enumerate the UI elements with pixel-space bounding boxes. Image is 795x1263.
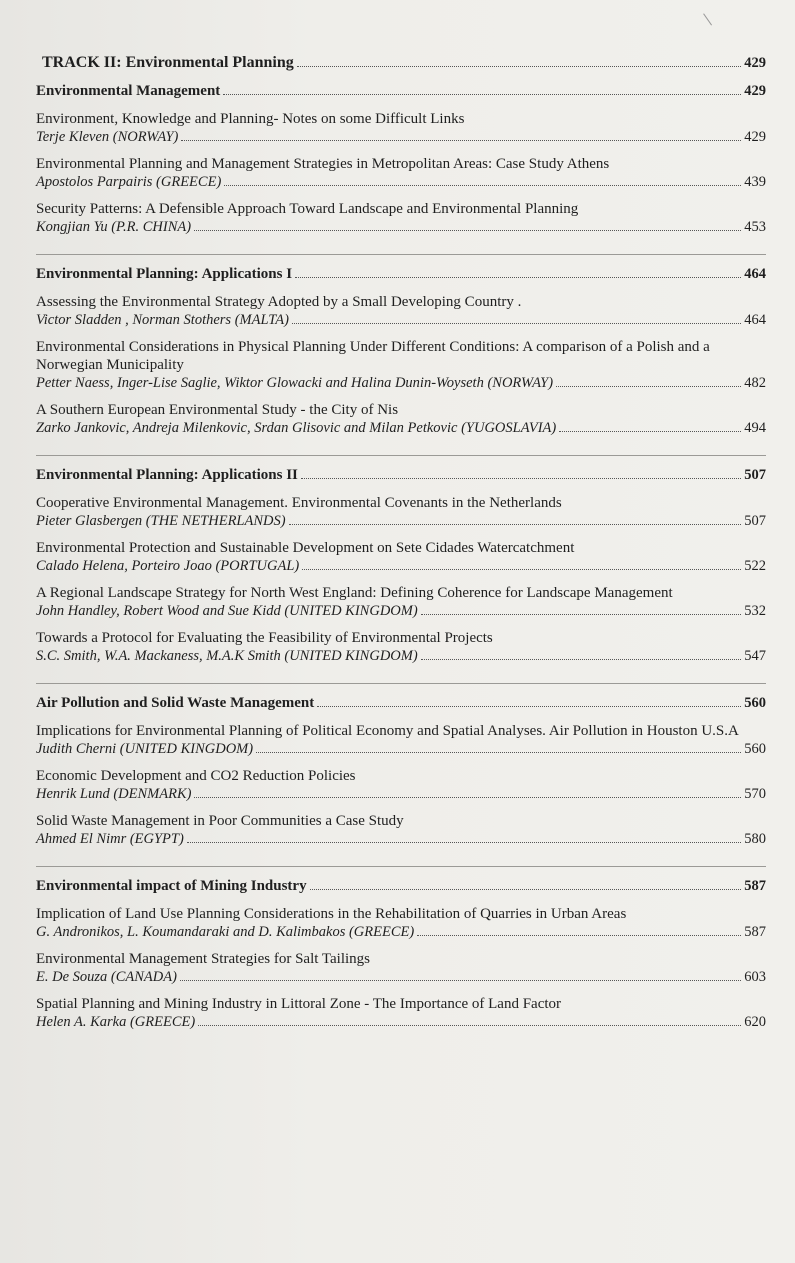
leader-dots — [295, 277, 741, 278]
section-heading[interactable] — [36, 83, 766, 100]
entry-title: Solid Waste Management in Poor Communities a Case Study — [36, 813, 404, 829]
leader-dots — [198, 1025, 741, 1026]
entry-authors: Henrik Lund (DENMARK) — [36, 786, 192, 802]
leader-dots — [297, 66, 742, 67]
entry-page: 560 — [744, 741, 766, 757]
entry-title: Implications for Environmental Planning of Political Economy and Spatial Analyses. Air Pollution in Houston U.S.A — [36, 723, 739, 739]
entry-authors: Calado Helena, Porteiro Joao (PORTUGAL) — [36, 558, 300, 574]
section-title: Environmental Planning: Applications II — [36, 467, 298, 483]
entry-title: Security Patterns: A Defensible Approach Toward Landscape and Environmental Planning — [36, 201, 579, 217]
toc-section — [36, 866, 766, 1049]
entry-page: 570 — [744, 786, 766, 802]
toc-entry[interactable] — [36, 293, 766, 329]
section-title: Environmental impact of Mining Industry — [36, 878, 307, 894]
entry-page: 547 — [744, 648, 766, 664]
entry-page: 507 — [744, 513, 766, 529]
toc-entry[interactable] — [36, 200, 766, 236]
section-page: 560 — [744, 695, 766, 711]
section-title: Air Pollution and Solid Waste Management — [36, 695, 315, 711]
entry-title: Assessing the Environmental Strategy Adopted by a Small Developing Country . — [36, 294, 522, 310]
entry-title: Economic Development and CO2 Reduction Policies — [36, 768, 356, 784]
toc-entry[interactable] — [36, 110, 766, 146]
section-title: Environmental Planning: Applications I — [36, 266, 293, 282]
entry-page: 587 — [744, 924, 766, 940]
leader-dots — [181, 140, 741, 141]
toc-entry[interactable] — [36, 584, 766, 620]
entry-page: 439 — [744, 174, 766, 190]
table-of-contents — [36, 38, 766, 1049]
leader-dots — [256, 752, 741, 753]
entry-title: Environmental Management Strategies for Salt Tailings — [36, 951, 371, 967]
track-page: 429 — [744, 55, 766, 71]
entry-title: Towards a Protocol for Evaluating the Feasibility of Environmental Projects — [36, 630, 493, 646]
entry-title: Environmental Planning and Management Strategies in Metropolitan Areas: Case Study Athens — [36, 156, 610, 172]
leader-dots — [194, 797, 741, 798]
entry-page: 620 — [744, 1014, 766, 1030]
entry-title: A Southern European Environmental Study - the City of Nis — [36, 402, 399, 418]
leader-dots — [223, 94, 741, 95]
entry-authors: Ahmed El Nimr (EGYPT) — [36, 831, 184, 847]
toc-section — [36, 254, 766, 455]
toc-section — [36, 455, 766, 683]
entry-title: Implication of Land Use Planning Considerations in the Rehabilitation of Quarries in Urban Areas — [36, 906, 627, 922]
section-heading[interactable] — [36, 467, 766, 484]
entry-authors: Pieter Glasbergen (THE NETHERLANDS) — [36, 513, 286, 529]
leader-dots — [417, 935, 741, 936]
entry-page: 482 — [744, 375, 766, 391]
entry-page: 494 — [744, 420, 766, 436]
entry-authors: Judith Cherni (UNITED KINGDOM) — [36, 741, 254, 757]
toc-entry[interactable] — [36, 338, 766, 392]
entry-authors: Zarko Jankovic, Andreja Milenkovic, Srdan Glisovic and Milan Petkovic (YUGOSLAVIA) — [36, 420, 557, 436]
leader-dots — [559, 431, 741, 432]
entry-authors: Petter Naess, Inger-Lise Saglie, Wiktor Glowacki and Halina Dunin-Woyseth (NORWAY) — [36, 375, 554, 391]
entry-page: 580 — [744, 831, 766, 847]
entry-authors: Apostolos Parpairis (GREECE) — [36, 174, 222, 190]
section-page: 429 — [744, 83, 766, 99]
entry-authors: E. De Souza (CANADA) — [36, 969, 177, 985]
track-title: TRACK II: Environmental Planning — [42, 54, 294, 71]
entry-page: 522 — [744, 558, 766, 574]
track-heading[interactable] — [36, 38, 766, 72]
section-page: 507 — [744, 467, 766, 483]
entry-title: Cooperative Environmental Management. Environmental Covenants in the Netherlands — [36, 495, 562, 511]
toc-entry[interactable] — [36, 905, 766, 941]
entry-page: 532 — [744, 603, 766, 619]
leader-dots — [421, 659, 742, 660]
entry-authors: Helen A. Karka (GREECE) — [36, 1014, 196, 1030]
toc-entry[interactable] — [36, 950, 766, 986]
leader-dots — [317, 706, 741, 707]
pen-mark — [703, 7, 722, 26]
entry-authors: Kongjian Yu (P.R. CHINA) — [36, 219, 192, 235]
leader-dots — [292, 323, 741, 324]
entry-title: Environment, Knowledge and Planning- Notes on some Difficult Links — [36, 111, 465, 127]
section-heading[interactable] — [36, 266, 766, 283]
toc-entry[interactable] — [36, 812, 766, 848]
leader-dots — [421, 614, 742, 615]
toc-section — [36, 683, 766, 866]
entry-page: 464 — [744, 312, 766, 328]
section-title: Environmental Management — [36, 83, 221, 99]
entry-title: A Regional Landscape Strategy for North West England: Defining Coherence for Landscape Management — [36, 585, 673, 601]
entry-authors: John Handley, Robert Wood and Sue Kidd (UNITED KINGDOM) — [36, 603, 418, 619]
entry-authors: Terje Kleven (NORWAY) — [36, 129, 179, 145]
section-heading[interactable] — [36, 695, 766, 712]
leader-dots — [194, 230, 741, 231]
leader-dots — [301, 478, 741, 479]
toc-entry[interactable] — [36, 494, 766, 530]
toc-entry[interactable] — [36, 995, 766, 1031]
toc-entry[interactable] — [36, 767, 766, 803]
leader-dots — [224, 185, 741, 186]
section-page: 587 — [744, 878, 766, 894]
entry-page: 603 — [744, 969, 766, 985]
toc-entry[interactable] — [36, 401, 766, 437]
toc-section — [36, 72, 766, 254]
entry-authors: Victor Sladden , Norman Stothers (MALTA) — [36, 312, 289, 328]
leader-dots — [302, 569, 741, 570]
section-heading[interactable] — [36, 878, 766, 895]
entry-title: Environmental Protection and Sustainable Development on Sete Cidades Watercatchment — [36, 540, 575, 556]
sections-container — [36, 72, 766, 1049]
toc-entry[interactable] — [36, 629, 766, 665]
leader-dots — [180, 980, 741, 981]
entry-authors: G. Andronikos, L. Koumandaraki and D. Kalimbakos (GREECE) — [36, 924, 415, 940]
toc-entry[interactable] — [36, 722, 766, 758]
entry-title: Spatial Planning and Mining Industry in Littoral Zone - The Importance of Land Factor — [36, 996, 562, 1012]
entry-authors: S.C. Smith, W.A. Mackaness, M.A.K Smith (UNITED KINGDOM) — [36, 648, 418, 664]
toc-entry[interactable] — [36, 539, 766, 575]
leader-dots — [556, 386, 741, 387]
leader-dots — [310, 889, 742, 890]
leader-dots — [187, 842, 741, 843]
leader-dots — [289, 524, 742, 525]
entry-page: 429 — [744, 129, 766, 145]
section-page: 464 — [744, 266, 766, 282]
entry-title: Environmental Considerations in Physical Planning Under Different Conditions: A comparison of a Polish and a Norwegian Municipality — [36, 339, 710, 373]
toc-entry[interactable] — [36, 155, 766, 191]
entry-page: 453 — [744, 219, 766, 235]
